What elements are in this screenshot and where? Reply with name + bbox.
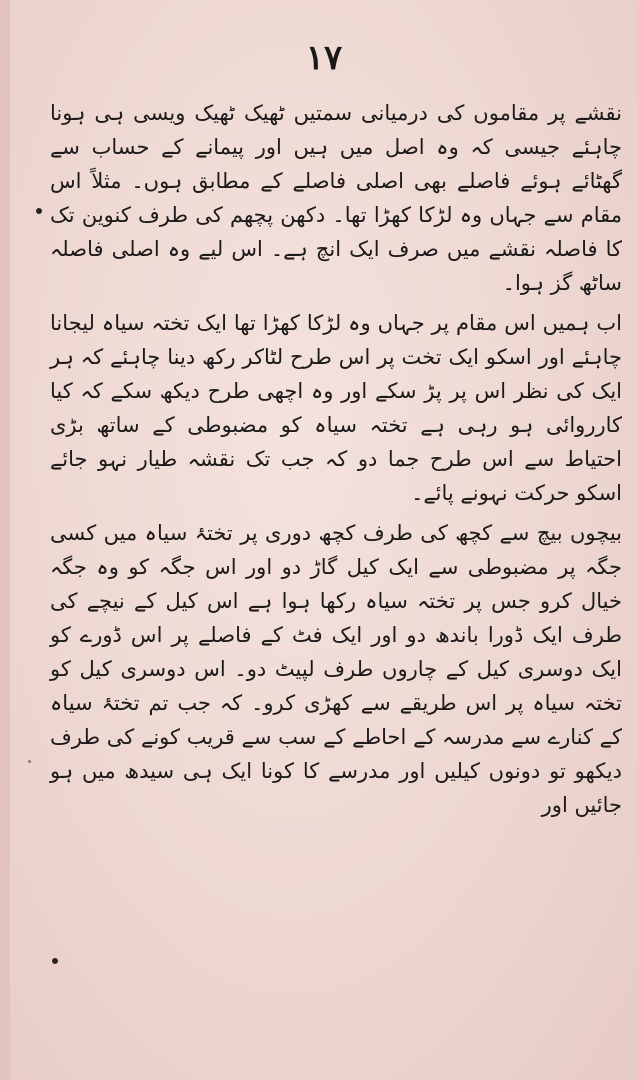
page-number: ۱۷ (305, 38, 343, 78)
page-body-text (50, 96, 622, 828)
paragraph-3: بیچوں بیچ سے کچھ کی طرف کچھ دوری پر تختۂ سیاہ میں کسی جگہ پر مضبوطی سے ایک کیل گاڑ دو اور اس جگہ کو وہ جگہ خیال کرو جس پر تختہ سیاہ رکھا ہوا ہے اس کیل کے نیچے کی طرف ایک ڈورا باندھ دو اور ایک فٹ کے فاصلے پر اس ڈورے کو ایک دوسری کیل کے چاروں طرف لپیٹ دو۔ اس دوسری کیل کو تختہ سیاہ پر اس طریقے سے کھڑی کرو۔ کہ جب تم تختۂ سیاہ کے کنارے سے مدرسہ کے احاطے کے سب سے قریب کونے کی طرف دیکھو تو دونوں کیلیں اور مدرسے کا کونا ایک ہی سیدھ میں ہو جائیں اور (50, 521, 622, 817)
paragraph-1: نقشے پر مقاموں کی درمیانی سمتیں ٹھیک ٹھیک ویسی ہی ہونا چاہئے جیسی کہ وہ اصل میں ہیں اور پیمانے کے حساب سے گھٹائے ہوئے فاصلے بھی اصلی فاصلے کے مطابق ہوں۔ مثلاً اس مقام سے جہاں وہ لڑکا کھڑا تھا۔ دکھن پچھم کی طرف کنوین تک کا فاصلہ نقشے میں صرف ایک انچ ہے۔ اس لیے وہ اصلی فاصلہ ساٹھ گز ہوا۔ (50, 101, 622, 295)
ink-speck (36, 208, 42, 214)
ink-speck (28, 760, 31, 763)
ink-speck (52, 958, 58, 964)
paragraph-2: اب ہمیں اس مقام پر جہاں وہ لڑکا کھڑا تھا ایک تختہ سیاہ لیجانا چاہئے اور اسکو ایک تخت پر اس طرح لٹاکر رکھ دینا چاہئے کہ ہر ایک کی نظر اس پر پڑ سکے اور وہ اچھی طرح دیکھ سکے کہ کیا کارروائی ہو رہی ہے تختہ سیاہ کو مضبوطی کے ساتھ بڑی احتیاط سے اس طرح جما دو کہ جب تک نقشہ طیار نہو جائے اسکو حرکت نہونے پائے۔ (50, 311, 622, 505)
